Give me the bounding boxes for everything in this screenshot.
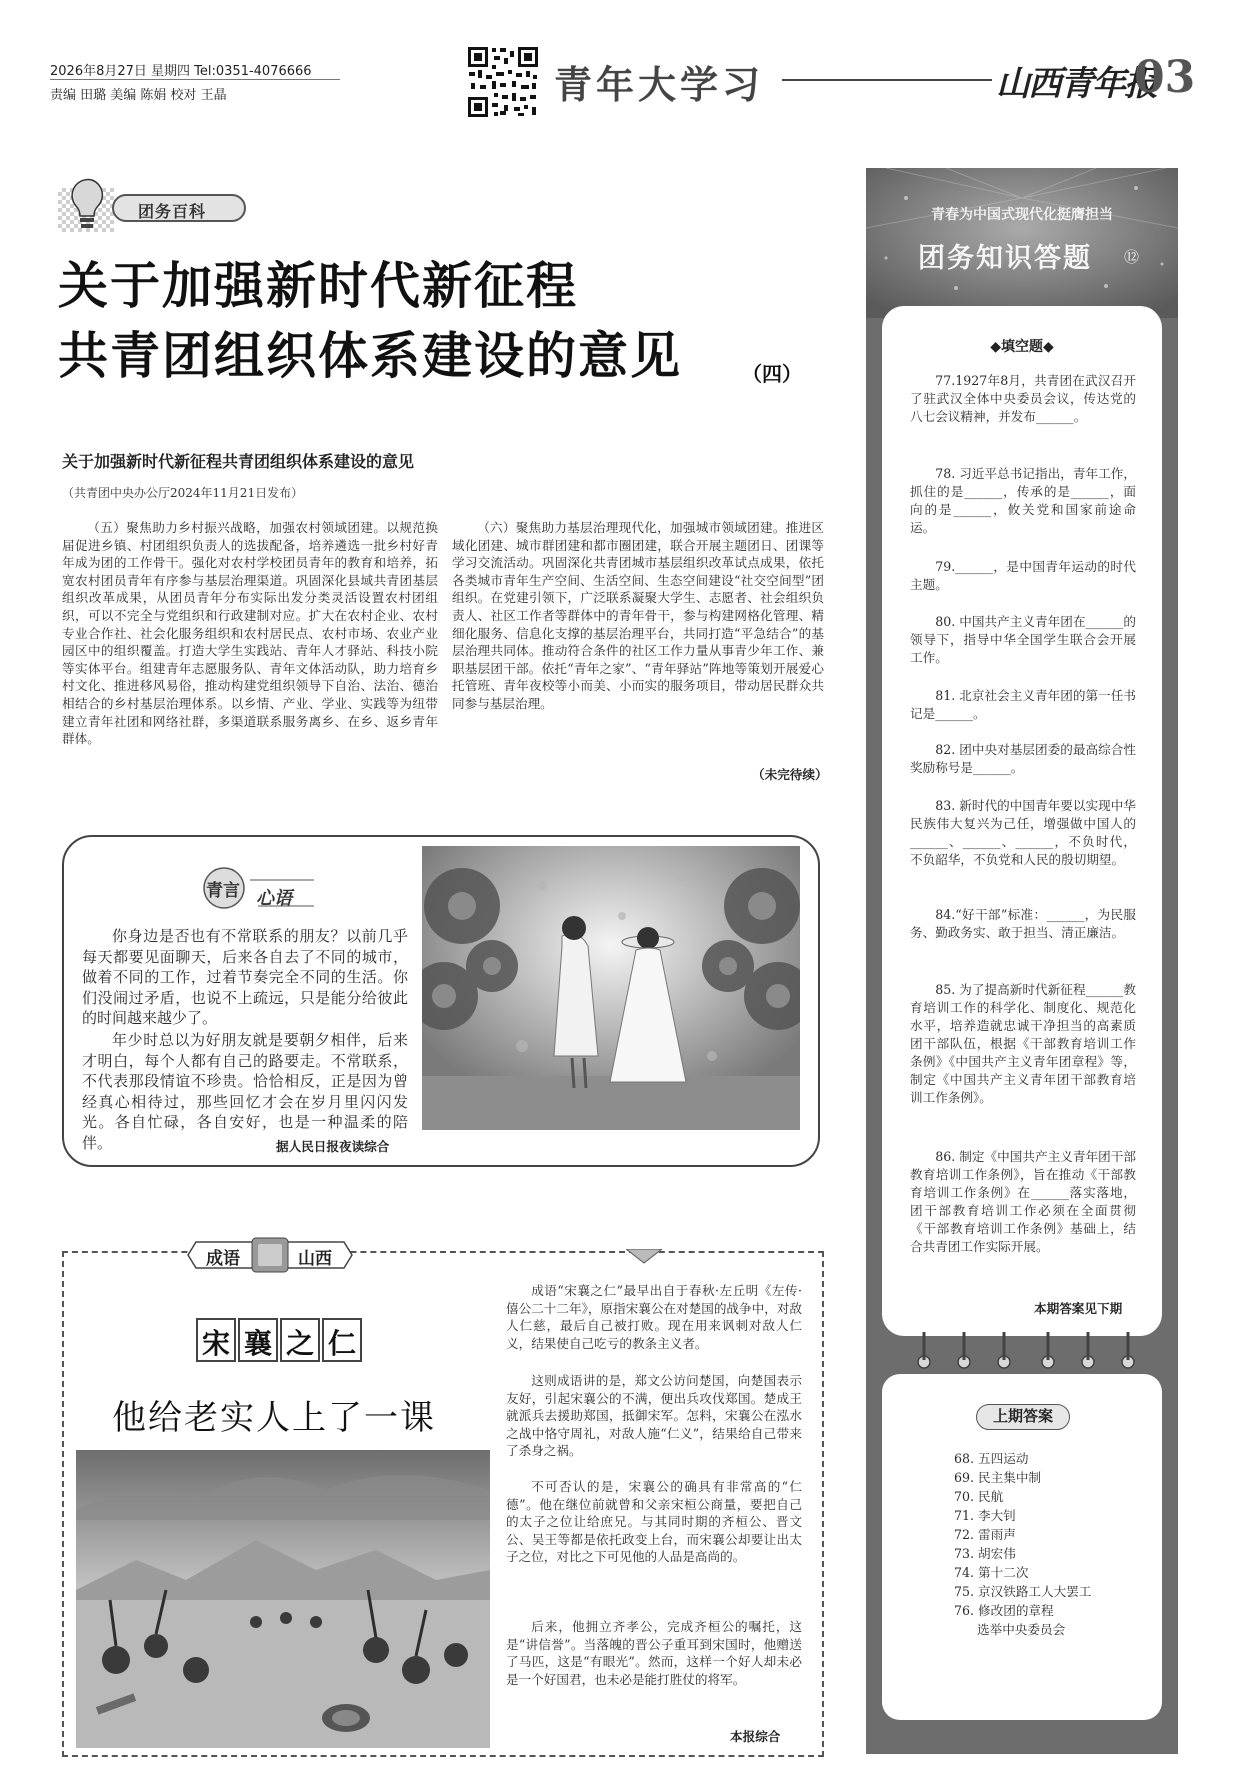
answer-68: 68. 五四运动 [954, 1451, 1029, 1466]
answer-75: 75. 京汉铁路工人大罢工 [954, 1584, 1092, 1599]
headline-part: （四） [742, 362, 802, 386]
quiz-footer-note: 本期答案见下期 [1034, 1301, 1123, 1316]
header-rule-left [50, 79, 340, 80]
question-85: 85. 为了提高新时代新征程______教育培训工作的科学化、制度化、规范化水平，培养造就忠诚干净担当的高素质团干部队伍，根据《干部教育培训工作条例》《中国共产主义青年团章程》等，制定《中国共产主义青年团干部教育培训工作条例》。 [910, 982, 1136, 1105]
question-79: 79.______，是中国青年运动的时代主题。 [910, 559, 1136, 592]
editor-credits: 责编 田璐 美编 陈娟 校对 王晶 [50, 88, 227, 103]
quiz-issue-number: ⑫ [1124, 248, 1140, 266]
idiom-credit: 本报综合 [730, 1729, 781, 1744]
heart-words-para1: 你身边是否也有不常联系的朋友？以前几乎每天都要见面聊天，后来各自去了不同的城市，做着不同的工作，过着节奏完全不同的生活。你们没闹过矛盾，也说不上疏远，只是能分给彼此的时间越来越少了。 [82, 927, 408, 1028]
section-title: 青年大学习 [554, 62, 765, 107]
answer-73: 73. 胡宏伟 [954, 1546, 1016, 1561]
idiom-box-notch [626, 1249, 662, 1265]
question-83: 83. 新时代的中国青年要以实现中华民族伟大复兴为己任，增强做中国人的______、______、______，不负时代，不负韶华，不负党和人民的殷切期望。 [910, 798, 1136, 867]
headline-line2: 共青团组织体系建设的意见 [58, 326, 682, 385]
answer-76: 76. 修改团的章程 [954, 1603, 1054, 1618]
question-84: 84.“好干部”标准：______，为民服务、勤政务实、敢于担当、清正廉洁。 [910, 907, 1136, 940]
headline-line1: 关于加强新时代新征程 [58, 256, 578, 315]
heart-words-credit: 据人民日报夜读综合 [276, 1139, 390, 1154]
article-subtitle: 关于加强新时代新征程共青团组织体系建设的意见 [62, 452, 415, 471]
idiom-headline: 他给老实人上了一课 [112, 1398, 436, 1438]
page-number: 03 [1134, 52, 1196, 103]
qr-code[interactable] [466, 45, 540, 119]
question-77: 77.1927年8月，共青团在武汉召开了驻武汉全体中央委员会议，传达党的八七会议精神，并发布______。 [910, 373, 1136, 424]
heart-words-badge [198, 866, 316, 910]
column-tag-label: 团务百科 [138, 202, 207, 221]
answer-72: 72. 雷雨声 [954, 1527, 1016, 1542]
heart-words-label-b: 心语 [256, 888, 292, 909]
column-tag [112, 194, 246, 222]
answer-71: 71. 李大钊 [954, 1508, 1016, 1523]
header-rule-right [782, 79, 992, 81]
idiom-title: 宋襄之仁 [202, 1327, 371, 1360]
idiom-para1: 成语“宋襄之仁”最早出自于春秋·左丘明《左传·僖公二十二年》，原指宋襄公在对楚国的战争中，对敌人仁慈，最后自己被打败。现在用来讽刺对敌人仁义，结果使自己吃亏的教条主义者。 [506, 1283, 802, 1351]
idiom-tag [186, 1236, 354, 1274]
question-81: 81. 北京社会主义青年团的第一任书记是______。 [910, 688, 1136, 721]
question-78: 78. 习近平总书记指出，青年工作，抓住的是______，传承的是______，面向的是______，攸关党和国家前途命运。 [910, 466, 1136, 535]
answer-76-cont: 选举中央委员会 [977, 1622, 1066, 1637]
idiom-para4: 后来，他拥立齐孝公，完成齐桓公的嘱托，这是“讲信誉”。当落魄的晋公子重耳到宋国时，他赠送了马匹，这是“有眼光”。然而，这样一个好人却未必是一个好国君，也未必是能打胜仗的将军。 [506, 1619, 802, 1687]
idiom-para3: 不可否认的是，宋襄公的确具有非常高的“仁德”。他在继位前就曾和父亲宋桓公商量，要把自己的太子之位让给庶兄。与其同时期的齐桓公、晋文公、吴王等都是依托政变上台，而宋襄公却要让出太子之位，对比之下可见他的人品是高尚的。 [506, 1479, 802, 1565]
idiom-tag-left: 成语 [206, 1249, 240, 1269]
lightbulb-icon [58, 168, 118, 240]
idiom-title-frame [196, 1318, 371, 1362]
article-source: （共青团中央办公厅2024年11月21日发布） [62, 486, 304, 500]
card-binder-rings [900, 1332, 1152, 1372]
newspaper-logo: 山西青年报 [996, 64, 1156, 104]
answer-69: 69. 民主集中制 [954, 1470, 1042, 1485]
to-be-continued: （未完待续） [752, 767, 828, 782]
question-86: 86. 制定《中国共产主义青年团干部教育培训工作条例》，旨在推动《干部教育培训工作条例》在______落实落地，团干部教育培训工作必须在全面贯彻《干部教育培训工作条例》基础上，结合共青团工作实际开展。 [910, 1149, 1136, 1254]
paragraph-6: （六）聚焦助力基层治理现代化，加强城市领域团建。推进区域化团建、城市群团建和都市圈团建，联合开展主题团日、团课等学习交流活动。巩固深化共青团城市基层组织改革试点成果，依托各类城市青年生产空间、生活空间、生态空间建设“社交空间型”团组织。在党建引领下，广泛联系凝聚大学生、志愿者、社会组织负责人、社区工作者等群体中的青年骨干，参与构建网格化管理、精细化服务、信息化支撑的基层治理平台，共同打造“平急结合”的基层治理共同体。推动符合条件的社区工作力量从事青少年工作、兼职基层团干部。依托“青年之家”、“青年驿站”阵地等策划开展爱心托管班、青年夜校等小而美、小而实的服务项目，带动居民群众共同参与基层治理。 [452, 520, 824, 711]
answer-74: 74. 第十二次 [954, 1565, 1029, 1580]
friends-illustration [422, 846, 800, 1130]
idiom-tag-right: 山西 [298, 1249, 332, 1269]
battle-illustration [76, 1450, 490, 1748]
heart-words-para2: 年少时总以为好朋友就是要朝夕相伴，后来才明白，每个人都有自己的路要走。不常联系，不代表那段情谊不珍贵。恰恰相反，正是因为曾经真心相待过，那些回忆才会在岁月里闪闪发光。各自忙碌，各自安好，也是一种温柔的陪伴。 [82, 1031, 408, 1152]
issue-date: 2026年8月27日 星期四 Tel:0351-4076666 [50, 64, 312, 79]
answer-70: 70. 民航 [954, 1489, 1004, 1504]
idiom-para2: 这则成语讲的是，郑文公访问楚国，向楚国表示友好，引起宋襄公的不满，便出兵攻伐郑国。楚成王就派兵去援助郑国，抵御宋军。怎料，宋襄公在泓水之战中恪守周礼，对敌人施“仁义”，结果给自己带来了杀身之祸。 [506, 1373, 802, 1459]
quiz-banner-title: 团务知识答题 [918, 243, 1092, 274]
question-82: 82. 团中央对基层团委的最高综合性奖励称号是______。 [910, 742, 1136, 775]
question-80: 80. 中国共产主义青年团在______的领导下，指导中华全国学生联合会开展工作。 [910, 614, 1136, 665]
quiz-section-heading: ◆填空题◆ [990, 339, 1054, 355]
answers-title: 上期答案 [976, 1404, 1070, 1430]
paragraph-5: （五）聚焦助力乡村振兴战略，加强农村领域团建。以规范换届促进乡镇、村团组织负责人的选拔配备，培养遴选一批乡村好青年成为团的工作骨干。强化对农村学校团员青年的教育和培养，拓宽农村团员青年有序参与基层治理渠道。巩固深化县域共青团基层组织改革成果，从团员青年分布实际出发分类灵活设置农村团组织，可以不完全与党组织和行政建制对应。扩大在农村企业、农村专业合作社、社会化服务组织和农村居民点、农村市场、农业产业园区中的组织覆盖。打造大学生实践站、青年人才驿站、科技小院等实体平台。组建青年志愿服务队、青年文体活动队，助力培育乡村文化、推进移风易俗，推动构建党组织领导下自治、法治、德治相结合的乡村基层治理体系。以乡情、产业、学业、实践等为纽带建立青年社团和网络社群，多渠道联系服务离乡、在乡、返乡青年群体。 [62, 520, 438, 747]
quiz-banner-top: 青春为中国式现代化挺膺担当 [931, 207, 1113, 223]
heart-words-label-a: 青言 [206, 881, 240, 901]
